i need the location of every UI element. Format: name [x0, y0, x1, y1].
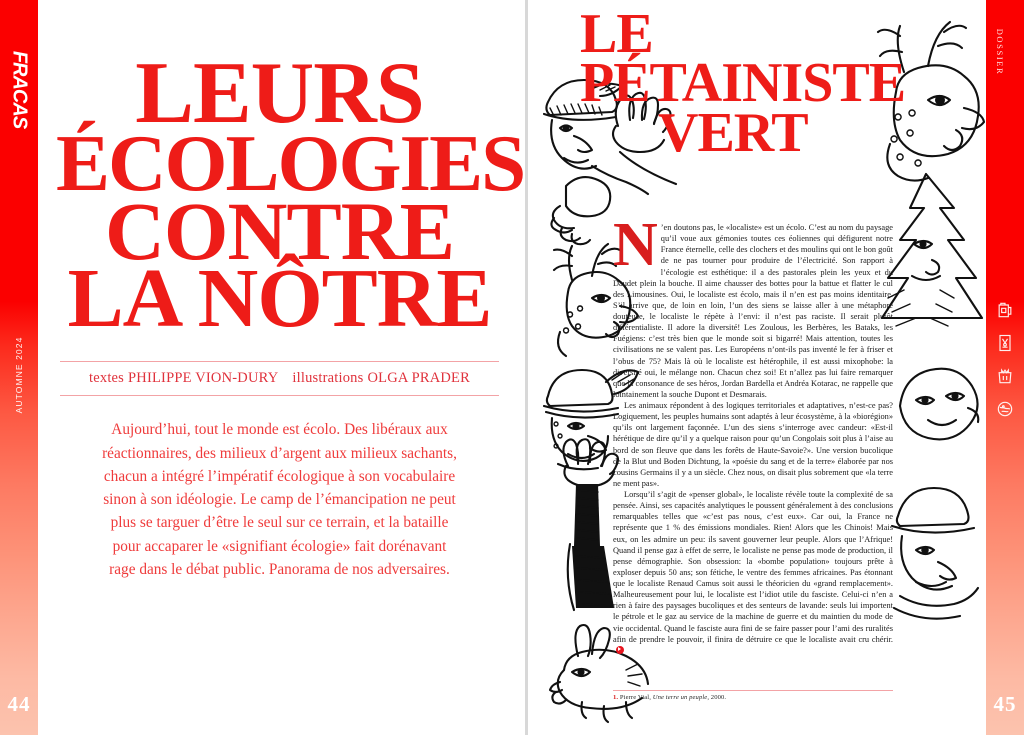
folio-right: 45 — [993, 692, 1017, 716]
article-title — [580, 3, 970, 164]
title-line-3: CONTRE — [104, 184, 455, 277]
right-page — [528, 0, 986, 735]
paragraph-2: Les animaux répondent à des logiques territoriales et adaptatives, n’est-ce pas? Logiquement, les peuples humains sont adaptés à leur écosystème, à la «biorégion» qu’ils ont largement façonnée. L’un des siens s’interroge avec candeur: «Est-il hérétique de dire qu’il y a quelque raison pour qu’un Congolais soit plus à l’aise au bord de son fleuve que dans les forêts de Haute-Savoie?». Une version bucolique de la Blut und Boden Dichtung, la «poésie du sang et de la terre» élaborée par nos cousins Germains il y a un siècle. Chez nous, on disait plus sobrement que «la terre ne ment pas». — [613, 401, 893, 488]
title-line-1: LEURS — [135, 45, 424, 142]
kicker-ecorama — [56, 16, 503, 56]
footnote-year: , 2000. — [707, 694, 727, 701]
footnote-work: Une terre un peuple — [652, 694, 708, 701]
footnote-number: 1. — [613, 694, 619, 701]
issue-date-label: AUTOMNE 2024 — [14, 336, 24, 414]
left-edge-bar — [0, 0, 38, 735]
byline-author: PHILIPPE VION-DURY — [128, 370, 279, 387]
footnote-author: Pierre Vial, — [619, 694, 651, 701]
paragraph-3 — [613, 489, 893, 656]
byline-illus-label: illustrations — [292, 370, 364, 387]
folio-left: 44 — [7, 692, 31, 716]
shopping-bag-icon[interactable] — [995, 366, 1015, 386]
footnote-divider — [613, 690, 893, 691]
article-body — [613, 211, 893, 656]
left-page — [38, 0, 525, 735]
right-edge-bar — [986, 0, 1024, 735]
jerrycan-icon[interactable] — [995, 300, 1015, 320]
end-mark-icon — [616, 646, 624, 654]
byline-illustrator: OLGA PRADER — [367, 370, 470, 387]
paragraph-3-text: Lorsqu’il s’agit de «penser global», le localiste révèle toute la complexité de sa pensée. Ainsi, ses capacités analytiques le poussent généralement à des conclusions remarquables telles que «c’est pas nous, c’est eux». Car oui, la France ne représente que 1 % des émissions mondiales. Rien! Alors que les Chinois! Mais eux, on les admire un peu: ils savent gouverner leur peuple. Alors que l’Afrique! Quand il pense gaz à effet de serre, le localiste ne pense pas mode de production, il pense démographie. Son obsession: la «bombe population» toujours prête à exploser depuis 50 ans; son fétiche, le ventre des femmes africaines. Pas étonnant que le localiste Renaud Camus soit aussi le théoricien du «grand remplacement». Malheureusement pour lui, le localiste est l’idiot utile du fasciste. Celui-ci n’en a rien à faire des paysages bucoliques et des senteurs de lavande: seuls lui importent le pétrole et le gaz au service de la machine de guerre et du maintien du mode de vie occidental. Quand le fasciste aura fini de se faire passer pour l’ami des ruralités afin de prendre le pouvoir, il finira de détruire ce que le localiste avait cru chérir. — [613, 490, 893, 644]
globe-face-icon[interactable] — [995, 399, 1015, 419]
article-title-line-2: VERT — [658, 101, 808, 164]
drop-cap: N — [613, 211, 658, 279]
footnote — [613, 694, 903, 701]
title-line-2: ÉCOLOGIES — [56, 118, 525, 209]
paragraph-1 — [613, 211, 893, 400]
page-title — [56, 45, 525, 345]
sidebar-icon-stack — [986, 300, 1024, 419]
paragraph-1-text: ’en doutons pas, le «localiste» est un écolo. C’est au nom du paysage qu’il voue aux gémonies toutes ces éoliennes qui défigurent notre France éternelle, celle des clochers et des moulins qui ont le bon goût de ne pas tourner pour produire de l’électricité. Son rapport à l’écologie est esthétique: il a des pastorales plein les yeux et du Daudet plein la bouche. Il aime chausser des bottes pour la battue et flatter le cul des Limousines. Oui, le localiste est écolo, mais il n’en est pas moins identitaire. S’il arrive que, de loin en loin, l’un des siens se laisse aller à une métaphore douteuse, le localiste le répète à l’envi: il n’est pas raciste. Il serait plutôt différentialiste. Il adore la diversité! Les Zoulous, les Berbères, les Bataks, les Fuégiens: c’est très bien que le monde soit si bigarré! Mais attention, toutes les civilisations ne se valent pas. Les Européens n’ont-ils pas inventé le fer à friser et l’obus de 75? Mais là où le localiste est hétérophile, il est aussi mixophobe: la diversité oui, le mélange non. Chacun chez soi! Et n’allez pas lui faire remarquer que la consonance de ses héros, Jordan Bardella et Andréa Kotarac, ne rappelle que lointainement la souche Dupont et Desmarais. — [613, 223, 893, 399]
fracas-logo: FRACAS — [8, 50, 31, 129]
section-label-dossier: DOSSIER — [995, 28, 1005, 76]
article-title-line-1: LE PÉTAINISTE — [580, 3, 906, 115]
banknote-icon[interactable] — [995, 333, 1015, 353]
byline — [60, 361, 499, 396]
illustration-face-right — [880, 352, 986, 462]
standfirst-text: Aujourd’hui, tout le monde est écolo. Des libéraux aux réactionnaires, des milieux d’argent aux milieux sachants, chacun a intégré l’impératif écologique à son vocabulaire sinon à son idéologie. Le camp de l’émancipation ne peut plus se targuer d’être le seul sur ce terrain, et la bataille pour accaparer le «signifiant écologie» fait dorénavant rage dans le débat public. Panorama de nos adversaires. — [102, 421, 457, 578]
title-line-4: LA NÔTRE — [67, 251, 492, 345]
byline-text-label: textes — [89, 370, 125, 387]
